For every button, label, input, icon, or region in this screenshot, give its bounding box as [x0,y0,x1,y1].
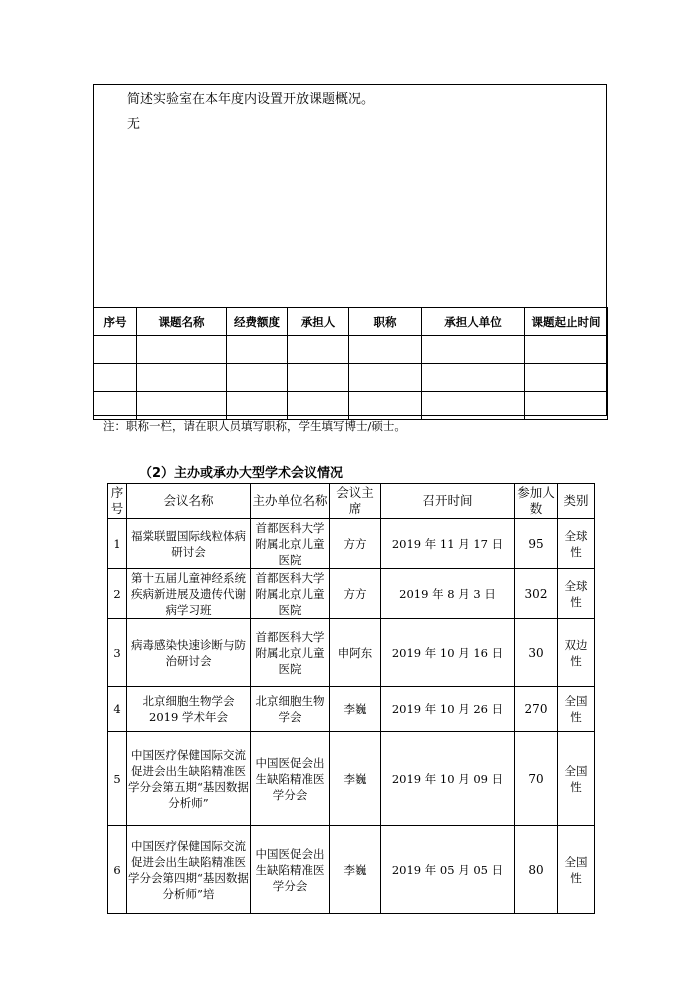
cell-chair: 方方 [330,569,381,619]
open-projects-header-row [94,308,608,336]
conference-header-row [108,484,595,519]
cell-count: 30 [515,619,558,687]
cell-date: 2019 年 11 月 17 日 [381,519,515,569]
open-projects-intro: 简述实验室在本年度内设置开放课题概况。 [127,92,375,107]
cell-name: 病毒感染快速诊断与防治研讨会 [127,619,251,687]
cell-no: 4 [108,687,127,732]
cell-date: 2019 年 8 月 3 日 [381,569,515,619]
cell-count: 80 [515,826,558,914]
table-row [108,732,595,826]
cell-chair: 李巍 [330,687,381,732]
cell-chair: 李巍 [330,732,381,826]
cell-type: 全球性 [558,569,595,619]
table-row [108,569,595,619]
open-projects-table [93,307,608,420]
cell-name-text: 中国医疗保健国际交流促进会出生缺陷精准医学分会第四期“基因数据分析师”培 [128,838,249,901]
cell-type: 双边性 [558,619,595,687]
cell-date: 2019 年 10 月 09 日 [381,732,515,826]
header-project-name: 课题名称 [137,308,227,336]
header-period: 课题起止时间 [525,308,608,336]
open-projects-box [93,84,607,416]
cell-count: 70 [515,732,558,826]
cell-type: 全国性 [558,826,595,914]
cell-count: 95 [515,519,558,569]
cell-name [127,826,251,914]
cell-chair: 申阿东 [330,619,381,687]
table-row [94,364,608,392]
cell-count: 270 [515,687,558,732]
cell-name: 中国医疗保健国际交流促进会出生缺陷精准医学分会第五期“基因数据分析师” [127,732,251,826]
header-undertaker: 承担人 [288,308,349,336]
cell-no: 5 [108,732,127,826]
table-row [108,519,595,569]
cell-no: 1 [108,519,127,569]
cell-date: 2019 年 10 月 16 日 [381,619,515,687]
cell-name: 北京细胞生物学会 2019 学术年会 [127,687,251,732]
header-chair: 会议主席 [330,484,381,519]
table-row [94,392,608,420]
cell-date: 2019 年 10 月 26 日 [381,687,515,732]
cell-host: 中国医促会出生缺陷精准医学分会 [251,826,330,914]
cell-type: 全国性 [558,732,595,826]
cell-name: 福棠联盟国际线粒体病研讨会 [127,519,251,569]
cell-no: 2 [108,569,127,619]
cell-chair: 方方 [330,519,381,569]
cell-host: 首都医科大学附属北京儿童医院 [251,519,330,569]
header-attendance: 参加人数 [515,484,558,519]
cell-count: 302 [515,569,558,619]
cell-chair: 李巍 [330,826,381,914]
cell-name: 第十五届儿童神经系统疾病新进展及遗传代谢病学习班 [127,569,251,619]
cell-date: 2019 年 05 月 05 日 [381,826,515,914]
table-row [108,826,595,914]
cell-host: 首都医科大学附属北京儿童医院 [251,619,330,687]
title-note: 注：职称一栏，请在职人员填写职称，学生填写博士/硕士。 [103,419,406,433]
header-funding: 经费额度 [227,308,288,336]
table-row [108,619,595,687]
open-projects-content: 无 [127,117,141,132]
cell-host: 北京细胞生物学会 [251,687,330,732]
header-no: 序号 [94,308,137,336]
conference-table [107,483,595,914]
cell-no: 3 [108,619,127,687]
table-row [108,687,595,732]
cell-type: 全国性 [558,687,595,732]
section-title: （2）主办或承办大型学术会议情况 [139,466,344,481]
header-date: 召开时间 [381,484,515,519]
cell-host: 首都医科大学附属北京儿童医院 [251,569,330,619]
table-row [94,336,608,364]
header-conference-name: 会议名称 [127,484,251,519]
header-host: 主办单位名称 [251,484,330,519]
header-undertaker-unit: 承担人单位 [422,308,525,336]
header-no: 序号 [108,484,127,519]
header-title: 职称 [349,308,422,336]
cell-host: 中国医促会出生缺陷精准医学分会 [251,732,330,826]
header-category: 类别 [558,484,595,519]
cell-type: 全球性 [558,519,595,569]
cell-no: 6 [108,826,127,914]
